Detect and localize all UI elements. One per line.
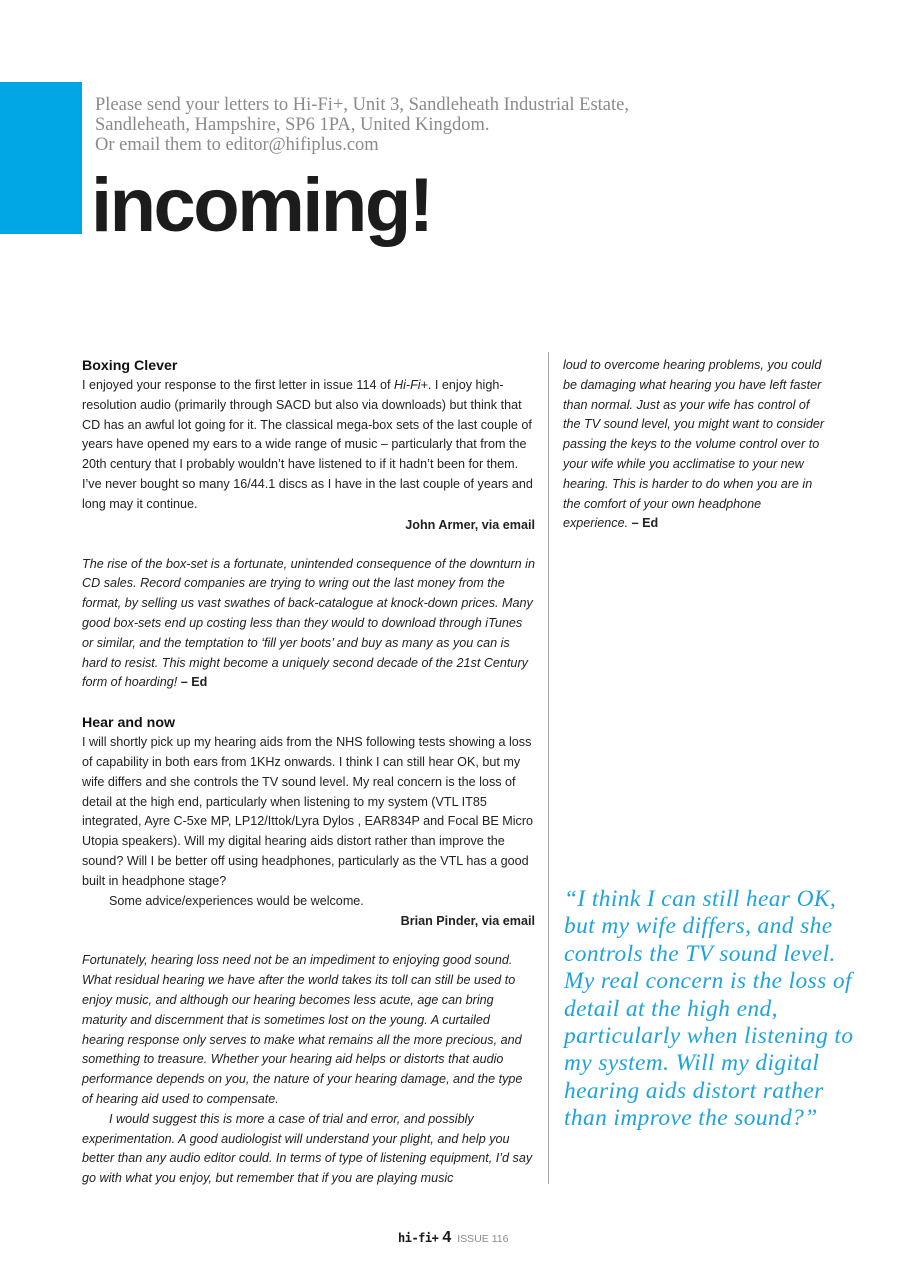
page-title: incoming! [91,163,432,248]
accent-color-block [0,82,82,234]
page-number: 4 [442,1229,452,1246]
column-divider [548,352,549,1184]
letter-heading: Boxing Clever [82,358,178,374]
editor-reply-continued: loud to overcome hearing problems, you could be damaging what hearing you have left faster than normal. Just as your wife has control of the TV sound level, you might want to consider passing the keys to the volume control over to your wife while you acclimatise to your new hearing. This is harder to do when you are in the comfort of your own headphone experience. – Ed [563,358,825,531]
letter-heading: Hear and now [82,715,176,732]
left-column [82,356,535,1189]
address-line: Sandleheath, Hampshire, SP6 1PA, United Kingdom. [95,115,490,135]
letter-body: I will shortly pick up my hearing aids from the NHS following tests showing a loss of capability in both ears from 1KHz onwards. I think I can still hear OK, but my wife differs and she controls the TV sound level. My real concern is the loss of detail at the high end, particularly when listening to my system (VTL IT85 integrated, Ayre C-5xe MP, LP12/Ittok/Lyra Dylos , EAR834P and Focal BE Micro Utopia speakers). Will my digital hearing aids distort rather than improve the sound? Will I be better off using headphones, particularly as the VTL has a good built in headphone stage? [82,735,534,888]
editor-reply: I would suggest this is more a case of trial and error, and possibly experimentation. A good audiologist will understand your plight, and help you better than any audio editor could. In terms of type of listening equipment, I’d say go with what you enjoy, but remember that if you are playing music [82,1111,533,1186]
magazine-logo: hi-fi+ [398,1231,439,1245]
address-line: Or email them to editor@hifiplus.com [95,135,379,155]
issue-label: ISSUE 116 [457,1233,509,1245]
editor-reply: Fortunately, hearing loss need not be an impediment to enjoying good sound. What residual hearing we have after the world takes its toll can still be used to enjoy music, and although our hearing becomes less acute, age can bring maturity and discernment that is sometimes lost on the young. A curtailed hearing response only serves to make what remains all the more precious, and something to treasure. Whether your hearing aid helps or distorts that audio performance depends on you, the nature of your hearing damage, and the type of hearing aid used to compensate. [82,953,523,1106]
letter-signature: Brian Pinder, via email [400,914,535,929]
letters-address [95,95,855,155]
letter-body: I enjoyed your response to the first letter in issue 114 of Hi-Fi+. I enjoy high-resolution audio (primarily through SACD but also via downloads) but think that CD has an awful lot going for it. The classical mega-box sets of the last couple of years have opened my ears to a wide range of music – particularly that from the 20th century that I probably wouldn’t have listened to if it hadn’t been for them. I’ve never bought so many 16/44.1 discs as I have in the last couple of years and long may it continue. [82,378,533,511]
right-column [563,356,825,534]
editor-reply: The rise of the box-set is a fortunate, unintended consequence of the downturn in CD sales. Record companies are trying to wring out the last money from the format, by selling us vast swathes of back-catalogue at knock-down prices. Many good box-sets end up costing less than they would to download through iTunes or similar, and the temptation to ‘fill yer boots’ and buy as many as you can is hard to resist. This might become a uniquely second decade of the 21st Century form of hoarding! – Ed [82,556,535,690]
page-footer [398,1229,508,1247]
letter-signature: John Armer, via email [405,517,535,532]
address-line: Please send your letters to Hi-Fi+, Unit 3, Sandleheath Industrial Estate, [95,95,629,115]
pull-quote: “I think I can still hear OK, but my wife differs, and she controls the TV sound level. My real concern is the loss of detail at the high end, particularly when listening to my system. Will my digital hearing aids distort rather than improve the sound?” [564,886,854,1132]
letter-body-second: Some advice/experiences would be welcome. [109,893,364,908]
